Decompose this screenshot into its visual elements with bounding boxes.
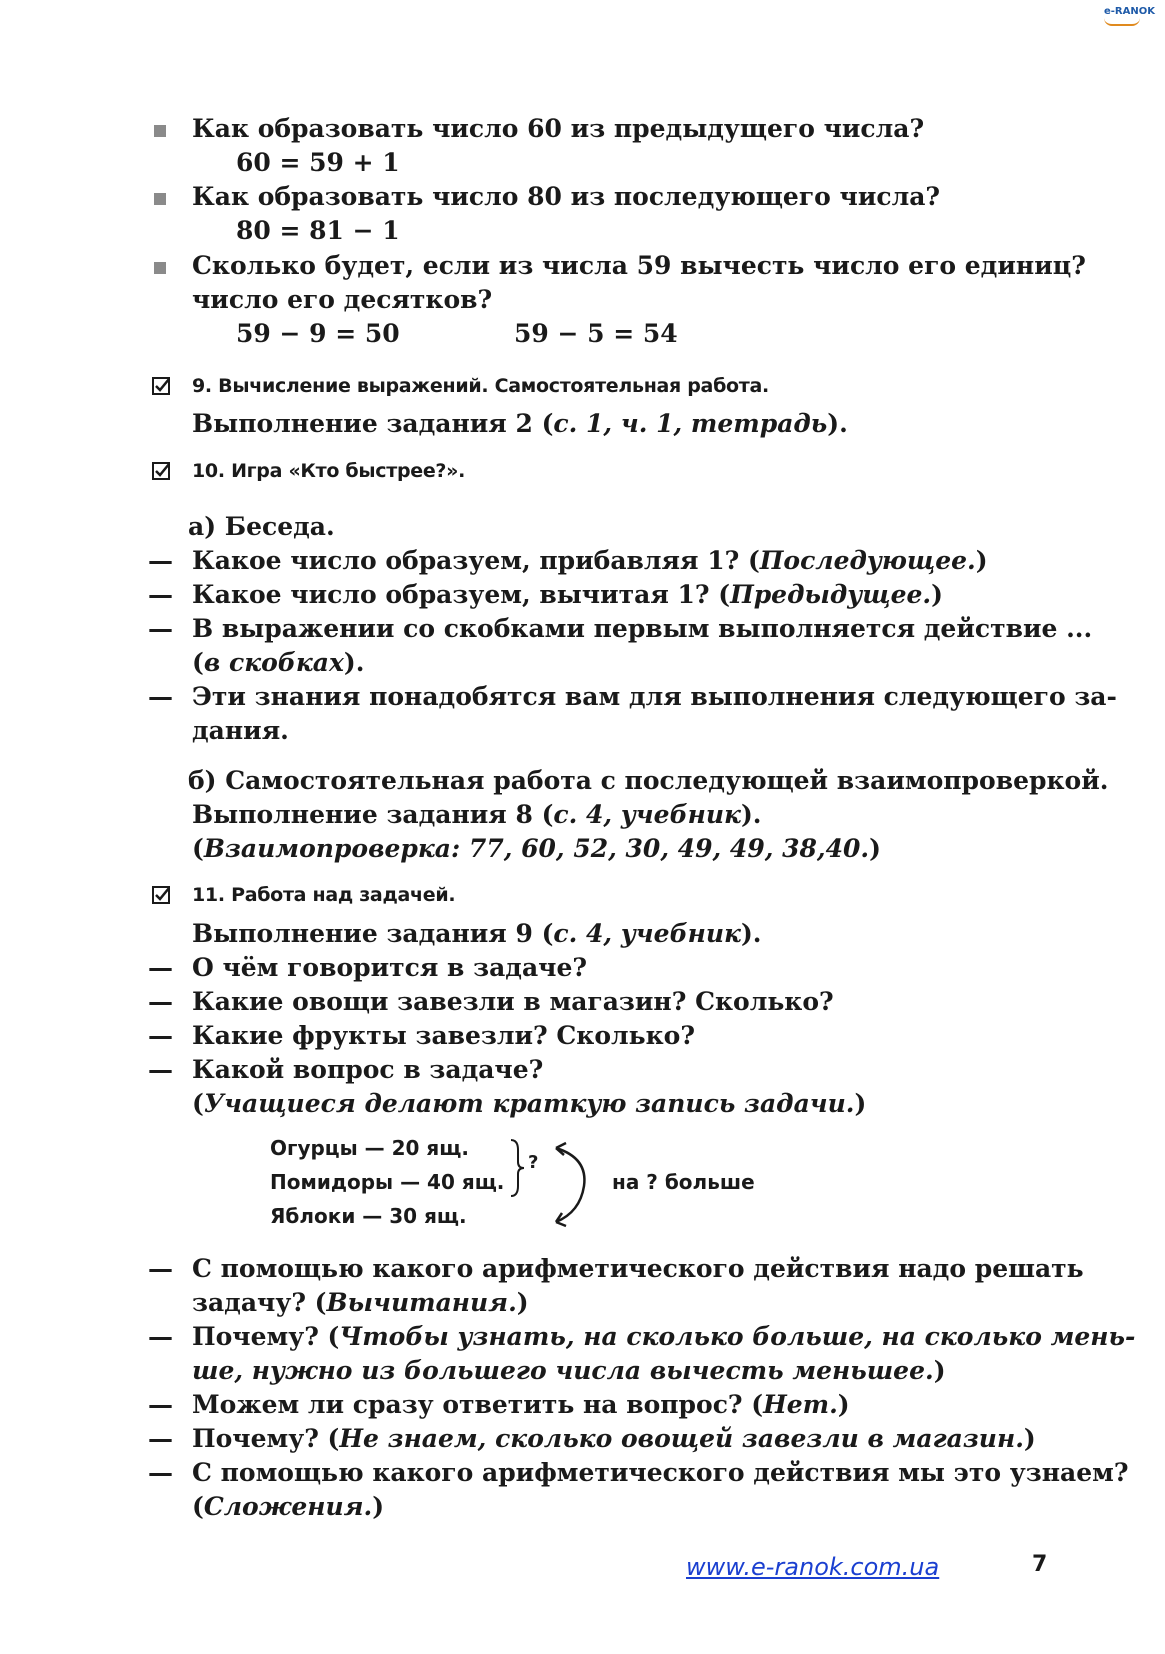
dialog-line: Можем ли сразу ответить на вопрос? (Нет.): [192, 1390, 850, 1419]
dialog-line: О чём говорится в задаче?: [192, 953, 587, 982]
dialog-line: задачу? (Вычитания.): [192, 1288, 529, 1317]
dialog-line: дания.: [192, 716, 289, 745]
bullet-square-icon: [154, 193, 166, 205]
dash-bullet: —: [148, 987, 173, 1016]
compare-arrow-icon: [550, 1140, 590, 1230]
checkbox-icon: [152, 377, 170, 395]
dialog-line: Какие овощи завезли в магазин? Сколько?: [192, 987, 834, 1016]
logo-arc: [1104, 18, 1140, 26]
dialog-line: Какие фрукты завезли? Сколько?: [192, 1021, 695, 1050]
equation: 80 = 81 − 1: [236, 216, 400, 245]
note-line: (Учащиеся делают краткую запись задачи.): [192, 1089, 867, 1118]
dialog-line: (Сложения.): [192, 1492, 385, 1521]
dialog-line: Какое число образуем, вычитая 1? (Предыдущее.): [192, 580, 943, 609]
dialog-line: ше, нужно из большего числа вычесть меньшее.): [192, 1356, 946, 1385]
dash-bullet: —: [148, 1254, 173, 1283]
dialog-line: С помощью какого арифметического действия надо решать: [192, 1254, 1084, 1283]
dialog-line: С помощью какого арифметического действия мы это узнаем?: [192, 1458, 1129, 1487]
publisher-link[interactable]: www.e-ranok.com.ua: [686, 1553, 940, 1581]
equation: 59 − 9 = 50: [236, 319, 400, 348]
dash-bullet: —: [148, 953, 173, 982]
task-line: Выполнение задания 8 (с. 4, учебник).: [192, 800, 762, 829]
record-row-cucumbers: Огурцы — 20 ящ.: [270, 1136, 469, 1160]
task-line: Выполнение задания 2 (с. 1, ч. 1, тетрадь).: [192, 409, 848, 438]
question-mark: ?: [528, 1152, 539, 1173]
dash-bullet: —: [148, 1390, 173, 1419]
answer-line: (Взаимопроверка: 77, 60, 52, 30, 49, 49, 38,40.): [192, 834, 881, 863]
publisher-logo: [1104, 6, 1155, 28]
compare-label: на ? больше: [612, 1170, 755, 1194]
dialog-line: В выражении со скобками первым выполняется действие ...: [192, 614, 1093, 643]
section-heading: 9. Вычисление выражений. Самостоятельная работа.: [192, 375, 769, 397]
record-row-apples: Яблоки — 30 ящ.: [270, 1204, 467, 1228]
question-line: Как образовать число 60 из предыдущего числа?: [192, 114, 925, 143]
sub-label: а) Беседа.: [188, 512, 335, 541]
dash-bullet: —: [148, 614, 173, 643]
dash-bullet: —: [148, 580, 173, 609]
dialog-line: Какой вопрос в задаче?: [192, 1055, 544, 1084]
checkbox-icon: [152, 462, 170, 480]
bullet-square-icon: [154, 125, 166, 137]
dash-bullet: —: [148, 1021, 173, 1050]
section-heading: 10. Игра «Кто быстрее?».: [192, 460, 466, 482]
dash-bullet: —: [148, 1424, 173, 1453]
bullet-square-icon: [154, 262, 166, 274]
dialog-line: Почему? (Чтобы узнать, на сколько больше, на сколько мень-: [192, 1322, 1136, 1351]
checkbox-icon: [152, 886, 170, 904]
logo-text: e-RANOK: [1104, 6, 1155, 17]
dialog-line: Какое число образуем, прибавляя 1? (Последующее.): [192, 546, 988, 575]
question-line: Сколько будет, если из числа 59 вычесть число его единиц?: [192, 251, 1086, 280]
task-line: Выполнение задания 9 (с. 4, учебник).: [192, 919, 762, 948]
record-row-tomatoes: Помидоры — 40 ящ.: [270, 1170, 505, 1194]
dialog-line: (в скобках).: [192, 648, 365, 677]
sub-label: б) Самостоятельная работа с последующей взаимопроверкой.: [188, 766, 1109, 795]
dash-bullet: —: [148, 1055, 173, 1084]
section-heading: 11. Работа над задачей.: [192, 884, 456, 906]
dash-bullet: —: [148, 546, 173, 575]
question-line: Как образовать число 80 из последующего числа?: [192, 182, 941, 211]
dash-bullet: —: [148, 1322, 173, 1351]
dash-bullet: —: [148, 1458, 173, 1487]
dialog-line: Эти знания понадобятся вам для выполнения следующего за-: [192, 682, 1117, 711]
brace-icon: [508, 1138, 526, 1198]
question-line: число его десятков?: [192, 285, 493, 314]
page-number: 7: [1032, 1552, 1048, 1577]
equation: 60 = 59 + 1: [236, 148, 400, 177]
dash-bullet: —: [148, 682, 173, 711]
dialog-line: Почему? (Не знаем, сколько овощей завезли в магазин.): [192, 1424, 1036, 1453]
equation: 59 − 5 = 54: [514, 319, 678, 348]
